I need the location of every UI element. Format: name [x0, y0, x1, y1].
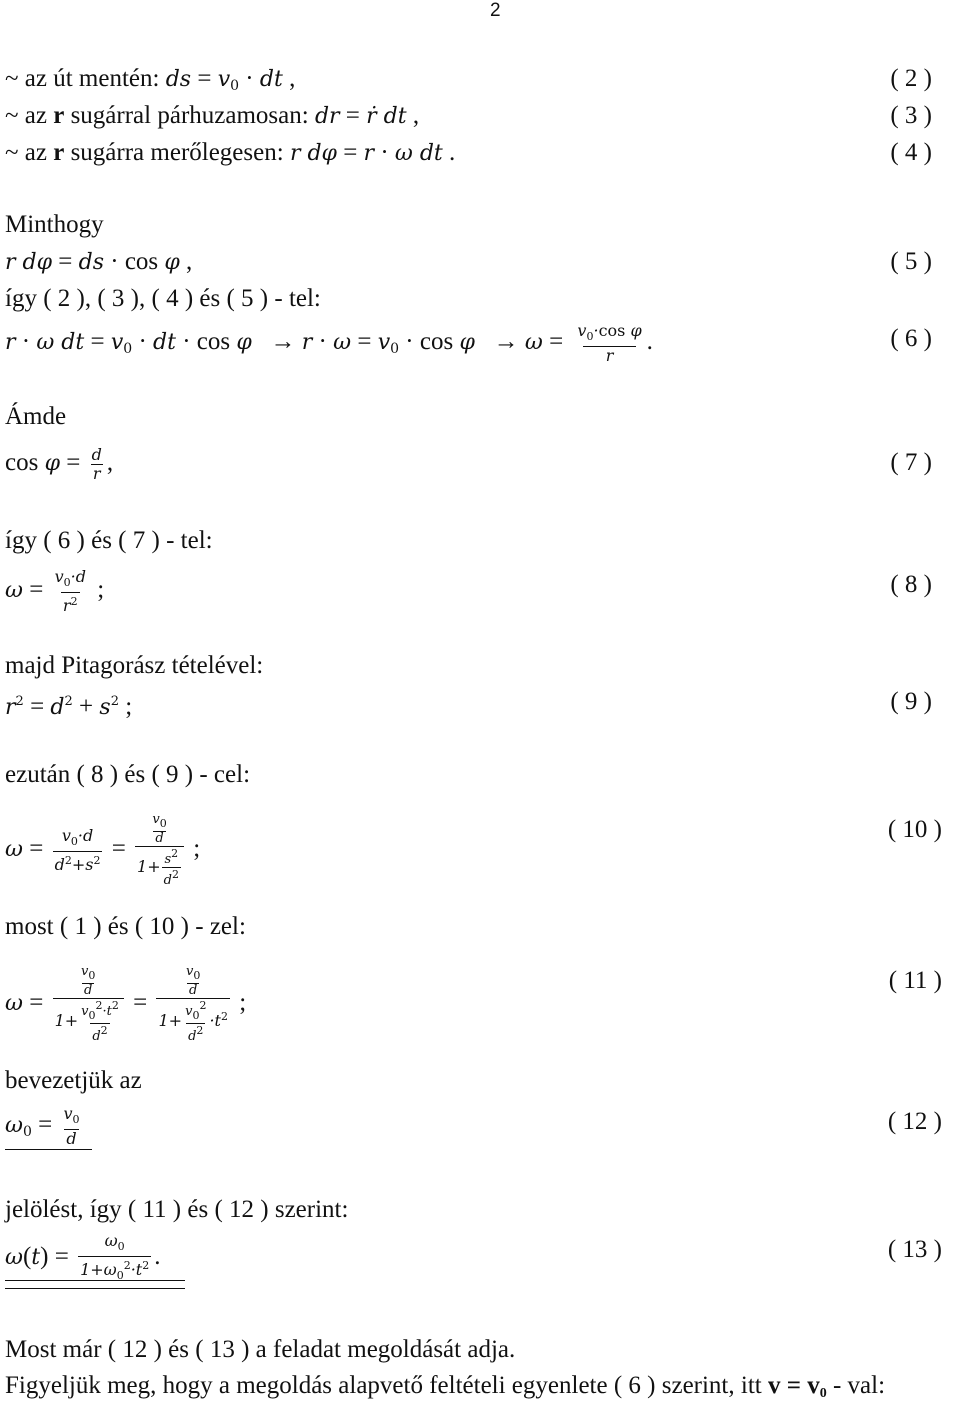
equation-12: $\omega_0$ = $\frac{v_0}{d}$: [5, 1104, 80, 1148]
page-number: 2: [490, 0, 501, 21]
equation-6: r · ω dt = $v_0$ · dt · $\cos \varphi \to r \cdot \omega = v_0 \cdot \cos \varphi \to \omega$ = $\frac{v_0\cdot\cos \varphi}{r}$ .: [5, 321, 653, 365]
equation-number-3: ( 3 ): [890, 102, 932, 129]
equation-7: cos φ = $\frac{d}{r}$ ,: [5, 445, 114, 483]
equation-number-4: ( 4 ): [890, 139, 932, 166]
equation-number-2: ( 2 ): [890, 65, 932, 92]
line-path-equation: ~ az út mentén: ds = $v_0$ · dt ,: [5, 65, 296, 94]
equation-number-5: ( 5 ): [890, 248, 932, 275]
equation-number-9: ( 9 ): [890, 688, 932, 715]
text-jeloleest: jelölést, így ( 11 ) és ( 12 ) szerint:: [5, 1196, 349, 1223]
text-ezutan: ezután ( 8 ) és ( 9 ) - cel:: [5, 761, 251, 788]
text-igy-67: így ( 6 ) és ( 7 ) - tel:: [5, 527, 213, 554]
equation-12-underline: [5, 1149, 92, 1150]
line-radial-equation: ~ az r sugárral párhuzamosan: dr = ṙ dt ,: [5, 102, 420, 129]
text-bevezetjuk: bevezetjük az: [5, 1067, 142, 1094]
text-igy-2345: így ( 2 ), ( 3 ), ( 4 ) és ( 5 ) - tel:: [5, 285, 321, 312]
equation-9: $r^2 = d^2 + s^2$ ;: [5, 693, 133, 720]
text-final-2: Figyeljük meg, hogy a megoldás alapvető feltételi egyenlete ( 6 ) szerint, itt $v = v_0$ - val:: [5, 1372, 886, 1401]
equation-13-underline-bottom: [5, 1288, 185, 1289]
line-perpendicular-equation: ~ az r sugárra merőlegesen: r dφ = r · ω dt .: [5, 139, 456, 166]
text-minthogy: Minthogy: [5, 211, 104, 238]
equation-8: ω = $\frac{v_0\cdot d}{r^2}$ ;: [5, 567, 105, 615]
text-most: most ( 1 ) és ( 10 ) - zel:: [5, 913, 246, 940]
text-amde: Ámde: [5, 403, 67, 430]
equation-number-11: ( 11 ): [888, 967, 942, 994]
equation-number-6: ( 6 ): [890, 325, 932, 352]
equation-number-10: ( 10 ): [887, 816, 942, 843]
text-pitagorasz: majd Pitagorász tételével:: [5, 652, 264, 679]
equation-10: ω = $\frac{v_0\cdot d}{d^2+s^2}$ = $\frac{v_0}{d}$ 1+ $\frac{s^2}{d^2}$ ;: [5, 812, 201, 888]
equation-5: r dφ = ds · cos φ ,: [5, 248, 193, 275]
equation-number-13: ( 13 ): [887, 1236, 942, 1263]
text-final-1: Most már ( 12 ) és ( 13 ) a feladat megoldását adja.: [5, 1336, 516, 1363]
equation-13-underline-top: [5, 1280, 185, 1281]
equation-number-8: ( 8 ): [890, 571, 932, 598]
equation-11: ω = $\frac{v_0}{d}$ 1+ $\frac{v_0^2\cdot t^2}{d^2}$ = $\frac{v_0}{d}$ 1+ $\frac{v_0^2}{d^2}$ $\cdot t^2$ ;: [5, 964, 247, 1044]
equation-number-12: ( 12 ): [887, 1108, 942, 1135]
equation-13: ω(t) = $\frac{\omega_0}{1+\omega_0^2\cdot t^2}$ .: [5, 1232, 160, 1285]
equation-number-7: ( 7 ): [890, 449, 932, 476]
